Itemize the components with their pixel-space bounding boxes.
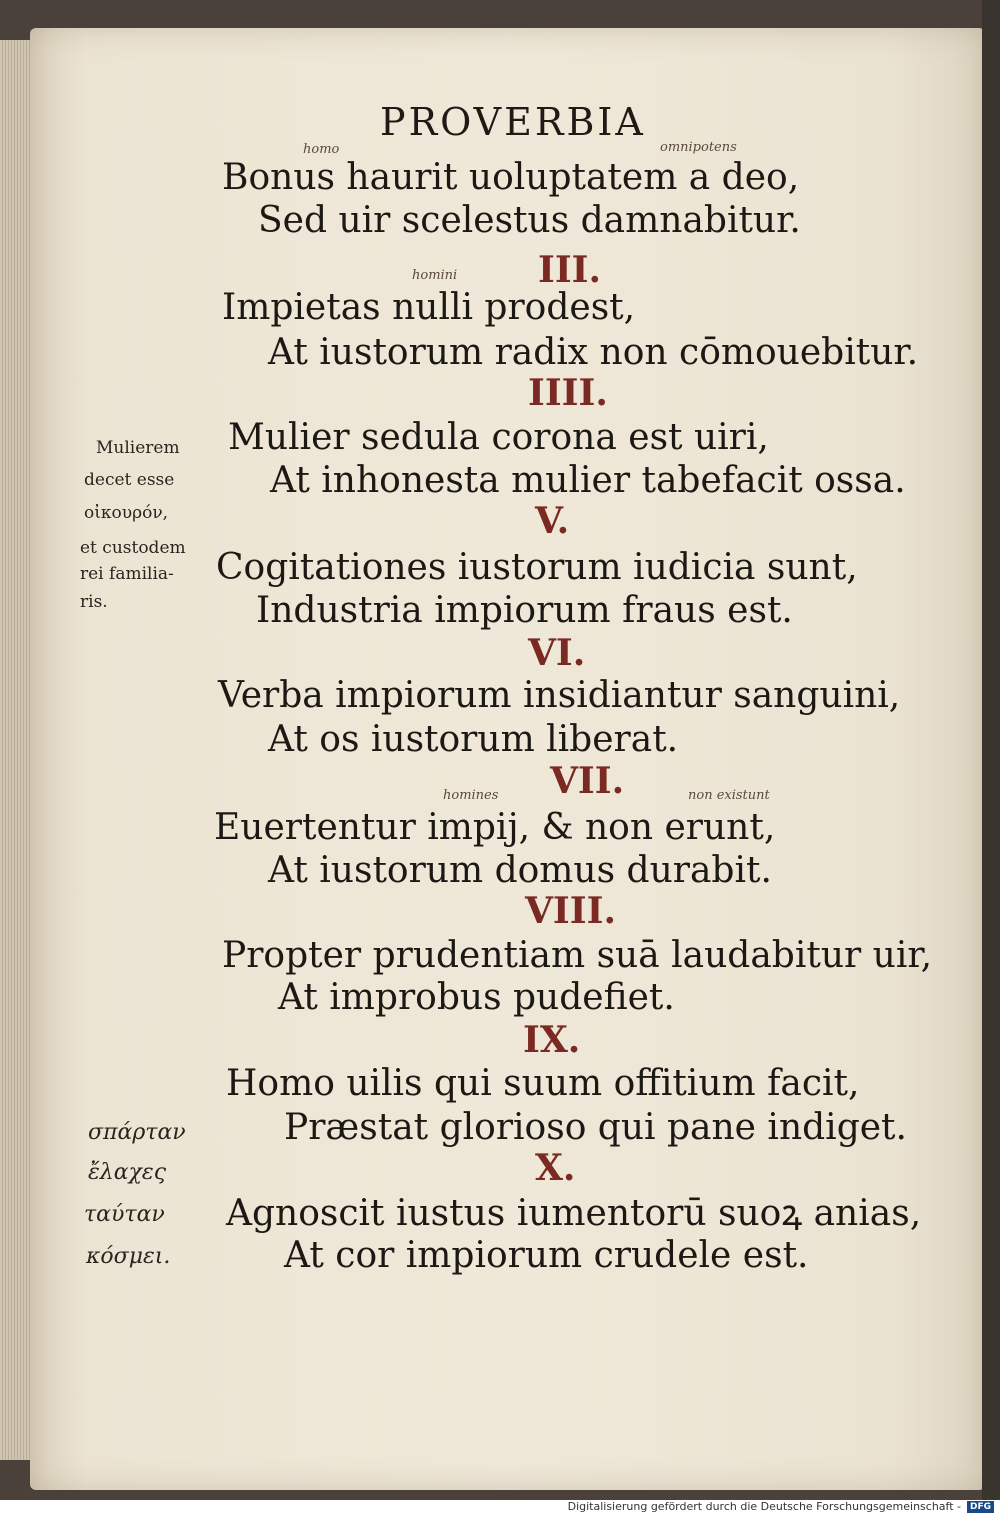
verse-number: VII. bbox=[550, 760, 625, 802]
footer-text: Digitalisierung gefördert durch die Deutsche Forschungsgemeinschaft - bbox=[567, 1500, 961, 1513]
verse-line: At improbus pudefiet. bbox=[278, 977, 675, 1018]
verse-number: VI. bbox=[528, 632, 586, 674]
margin-note-line: rei familia- bbox=[80, 564, 174, 584]
verse-line: Homo uilis qui suum offitium facit, bbox=[226, 1063, 860, 1104]
margin-note-line: decet esse bbox=[84, 470, 175, 490]
verse-line: Bonus haurit uoluptatem a deo, bbox=[222, 157, 800, 198]
margin-note-line: ris. bbox=[80, 592, 108, 612]
dfg-logo: DFG bbox=[967, 1501, 994, 1513]
verse-line: At os iustorum liberat. bbox=[268, 719, 679, 760]
verse-line: At inhonesta mulier tabefacit ossa. bbox=[270, 460, 906, 501]
margin-greek-line: κόσμει. bbox=[86, 1244, 171, 1269]
verse-line: Impietas nulli prodest, bbox=[222, 287, 636, 328]
verse-line: Sed uir scelestus damnabitur. bbox=[258, 200, 801, 241]
margin-note-line: οἰκουρόν, bbox=[84, 503, 169, 523]
handwritten-gloss: homini bbox=[412, 268, 458, 283]
verse-line: Propter prudentiam suā laudabitur uir, bbox=[222, 935, 933, 976]
digitization-footer bbox=[0, 1500, 1000, 1519]
handwritten-gloss: omnipotens bbox=[660, 140, 737, 155]
verse-line: Cogitationes iustorum iudicia sunt, bbox=[216, 547, 858, 588]
verse-number: V. bbox=[535, 500, 570, 542]
verse-number: X. bbox=[535, 1147, 576, 1189]
verse-line: At iustorum radix non cōmouebitur. bbox=[268, 332, 919, 373]
handwritten-gloss: non existunt bbox=[688, 788, 770, 803]
facing-page-edge bbox=[982, 0, 1000, 1500]
verse-line: Præstat glorioso qui pane indiget. bbox=[284, 1107, 907, 1148]
verse-line: At cor impiorum crudele est. bbox=[284, 1235, 809, 1276]
margin-note-line: et custodem bbox=[80, 538, 186, 558]
handwritten-gloss: homines bbox=[443, 788, 499, 803]
verse-number: IIII. bbox=[528, 372, 608, 414]
verse-line: Euertentur impij, & non erunt, bbox=[214, 807, 776, 848]
margin-greek-line: ἔλαχες bbox=[88, 1160, 167, 1185]
margin-greek-line: σπάρταν bbox=[88, 1120, 186, 1145]
margin-greek-line: ταύταν bbox=[84, 1202, 165, 1227]
running-header: PROVERBIA bbox=[380, 100, 646, 144]
verse-line: At iustorum domus durabit. bbox=[268, 850, 772, 891]
verse-line: Industria impiorum fraus est. bbox=[256, 590, 793, 631]
verse-number: IX. bbox=[523, 1019, 581, 1061]
book-fore-edge bbox=[0, 40, 30, 1460]
verse-line: Agnoscit iustus iumentorū suoꝝ anias, bbox=[226, 1193, 922, 1234]
handwritten-gloss: homo bbox=[303, 142, 340, 157]
verse-line: Mulier sedula corona est uiri, bbox=[228, 417, 769, 458]
verse-line: Verba impiorum insidiantur sanguini, bbox=[218, 675, 901, 716]
verse-number: VIII. bbox=[525, 890, 616, 932]
verse-number: III. bbox=[538, 249, 602, 291]
margin-note-line: Mulierem bbox=[96, 438, 180, 458]
